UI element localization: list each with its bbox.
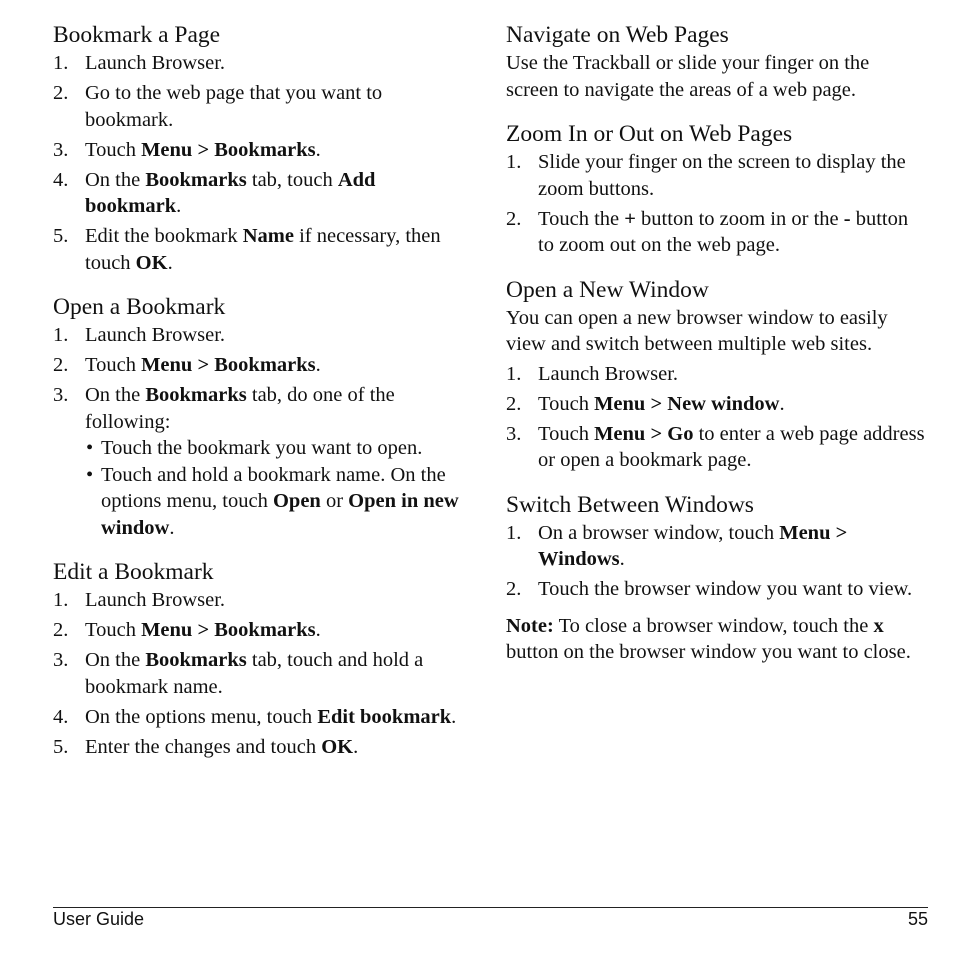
text-run: .: [167, 251, 173, 274]
bold-term: +: [624, 207, 636, 230]
step-text: [85, 589, 225, 611]
text-run: Touch: [85, 354, 142, 376]
step-number: 2.: [53, 354, 69, 376]
heading-bookmark-page: Bookmark a Page: [53, 22, 221, 48]
text-run: Launch Browser.: [85, 324, 226, 346]
text-run: .: [451, 705, 457, 728]
list-item: [53, 734, 473, 761]
text-run: Touch the bookmark you want to open.: [101, 437, 423, 459]
step-text: [85, 169, 375, 218]
steps-edit-bookmark: [53, 587, 473, 760]
text-run: button on the browser window you want to close.: [506, 641, 911, 663]
text-run: .: [315, 354, 321, 376]
text-run: Go to the web page that you want to bookmark.: [85, 82, 383, 131]
list-item: [53, 50, 473, 77]
list-item: [506, 576, 926, 603]
text-run: Edit the bookmark: [85, 225, 243, 247]
text-run: if necessary, then touch: [85, 225, 441, 274]
bold-term: Menu > Bookmarks: [141, 619, 316, 641]
list-item: [506, 421, 926, 474]
heading-zoom: Zoom In or Out on Web Pages: [506, 121, 793, 147]
heading-edit-bookmark: Edit a Bookmark: [53, 559, 214, 585]
bold-term: Menu > New window: [594, 392, 780, 415]
list-item: [506, 520, 926, 573]
step-text: [85, 354, 321, 376]
bullet-item: [85, 462, 473, 542]
text-run: tab, touch: [246, 168, 338, 191]
list-item: [53, 587, 473, 614]
step-text: [85, 736, 358, 758]
text-run: Touch and hold a bookmark name. On the options menu, touch: [101, 463, 446, 512]
text-run: Touch the: [538, 207, 625, 230]
page-number: 55: [907, 909, 928, 929]
steps-new-window: [506, 361, 926, 474]
step-number: 2.: [506, 578, 522, 600]
step-number: 2.: [506, 392, 522, 415]
bold-term: OK: [321, 735, 354, 758]
list-item: [53, 382, 473, 541]
step-number: 1.: [506, 151, 522, 173]
text-run: On the: [85, 168, 146, 191]
step-text: [85, 324, 225, 346]
step-number: 3.: [53, 384, 69, 406]
text-run: On the options menu, touch: [85, 705, 318, 728]
bold-term: Open: [272, 490, 321, 512]
bold-term: -: [843, 207, 851, 230]
sub-bullets: [85, 435, 473, 541]
list-item: [506, 149, 926, 202]
step-number: 5.: [53, 735, 69, 758]
text-run: Touch: [538, 392, 595, 415]
step-number: 4.: [53, 168, 69, 191]
section-bookmark-page: [53, 20, 473, 276]
section-open-bookmark: [53, 292, 473, 541]
bullet-icon: •: [86, 437, 94, 459]
step-text: [85, 225, 441, 274]
text-run: Launch Browser.: [85, 52, 226, 74]
text-run: .: [315, 619, 321, 641]
text-run: Touch the browser window you want to view.: [538, 578, 913, 600]
step-number: 3.: [53, 649, 69, 671]
text-run: or: [320, 490, 349, 512]
bold-term: Menu > Windows: [538, 521, 848, 570]
list-item: [53, 137, 473, 164]
text-run: Enter the changes and touch: [85, 735, 322, 758]
steps-zoom: [506, 149, 926, 259]
text-run: On a browser window, touch: [538, 521, 780, 544]
step-text: [538, 578, 912, 600]
section-switch: [506, 490, 926, 666]
list-item: [53, 647, 473, 700]
text-run: Touch: [85, 619, 142, 641]
steps-switch: [506, 520, 926, 603]
step-text: [85, 139, 321, 161]
heading-open-bookmark: Open a Bookmark: [53, 294, 226, 320]
bold-term: OK: [135, 251, 168, 274]
steps-open-bookmark: [53, 322, 473, 541]
bullet-text: [101, 464, 459, 539]
step-number: 3.: [53, 138, 69, 161]
text-run: Launch Browser.: [538, 362, 679, 385]
bold-term: Bookmarks: [145, 384, 247, 406]
section-navigate: [506, 20, 926, 103]
right-column: [506, 20, 926, 686]
list-item: [506, 206, 926, 259]
text-run: button to zoom in or the: [635, 207, 844, 230]
section-zoom: [506, 119, 926, 259]
step-text: [85, 52, 225, 74]
bold-term: x: [873, 614, 884, 637]
step-text: [538, 423, 925, 472]
step-number: 3.: [506, 422, 522, 445]
step-number: 5.: [53, 225, 69, 247]
list-item: [506, 361, 926, 388]
bold-term: Bookmarks: [145, 649, 247, 671]
heading-switch: Switch Between Windows: [506, 491, 754, 518]
text-run: On the: [85, 649, 146, 671]
step-text: [538, 363, 678, 385]
step-text: [85, 649, 423, 698]
step-number: 1.: [506, 521, 522, 544]
bold-term: Edit bookmark: [317, 705, 452, 728]
step-number: 4.: [53, 705, 69, 728]
step-text: [85, 384, 395, 433]
heading-navigate: Navigate on Web Pages: [506, 22, 729, 48]
note-paragraph: [506, 613, 926, 666]
steps-bookmark-page: [53, 50, 473, 276]
bold-term: Bookmarks: [145, 168, 247, 191]
step-text: [85, 619, 321, 641]
heading-new-window: Open a New Window: [506, 276, 709, 303]
text-run: On the: [85, 384, 146, 406]
bold-term: Menu > Go: [594, 422, 694, 445]
text-run: .: [315, 138, 321, 161]
text-run: .: [169, 516, 175, 539]
step-number: 1.: [53, 52, 69, 74]
left-column: [53, 20, 473, 776]
bold-term: Note:: [506, 614, 554, 637]
list-item: [53, 80, 473, 133]
bullet-text: [101, 437, 422, 459]
step-text: [538, 151, 906, 200]
section-edit-bookmark: [53, 557, 473, 760]
step-number: 1.: [53, 324, 69, 346]
list-item: [53, 352, 473, 379]
bullet-icon: •: [86, 463, 94, 486]
text-run: Launch Browser.: [85, 589, 226, 611]
text-run: Slide your finger on the screen to display the zoom buttons.: [538, 151, 906, 200]
footer-rule: [53, 907, 928, 908]
list-item: [53, 167, 473, 220]
list-item: [53, 322, 473, 349]
text-run: button to zoom out on the web page.: [538, 207, 909, 256]
bold-term: Menu > Bookmarks: [141, 354, 316, 376]
section-new-window: [506, 275, 926, 474]
step-text: [538, 522, 847, 571]
bold-term: Name: [242, 225, 294, 247]
footer-title: User Guide: [53, 909, 145, 929]
text-run: .: [779, 392, 785, 415]
text-run: To close a browser window, touch the: [553, 614, 874, 637]
text-run: tab, touch and hold a bookmark name.: [85, 649, 424, 698]
step-text: [85, 82, 382, 131]
list-item: [506, 391, 926, 418]
list-item: [53, 617, 473, 644]
text-run: tab, do one of the following:: [85, 384, 395, 433]
step-number: 2.: [53, 619, 69, 641]
text-run: Touch: [538, 422, 595, 445]
text-run: .: [353, 735, 359, 758]
text-run: .: [619, 548, 625, 570]
step-text: [85, 706, 456, 728]
text-run: Touch: [85, 138, 142, 161]
step-number: 2.: [506, 207, 522, 230]
bold-term: Menu > Bookmarks: [141, 138, 316, 161]
bold-term: Add bookmark: [85, 168, 376, 217]
para-navigate: Use the Trackball or slide your finger on the screen to navigate the areas of a web page.: [506, 52, 870, 101]
step-text: [538, 208, 908, 257]
text-run: to enter a web page address or open a bookmark page.: [538, 422, 925, 471]
list-item: [53, 223, 473, 276]
para-new-window: You can open a new browser window to easily view and switch between multiple web sites.: [506, 306, 888, 355]
step-number: 2.: [53, 82, 69, 104]
bold-term: Open in new window: [101, 490, 459, 539]
bullet-item: [85, 435, 473, 462]
list-item: [53, 704, 473, 731]
text-run: .: [176, 195, 182, 217]
step-number: 1.: [506, 362, 522, 385]
step-number: 1.: [53, 589, 69, 611]
step-text: [538, 393, 785, 415]
